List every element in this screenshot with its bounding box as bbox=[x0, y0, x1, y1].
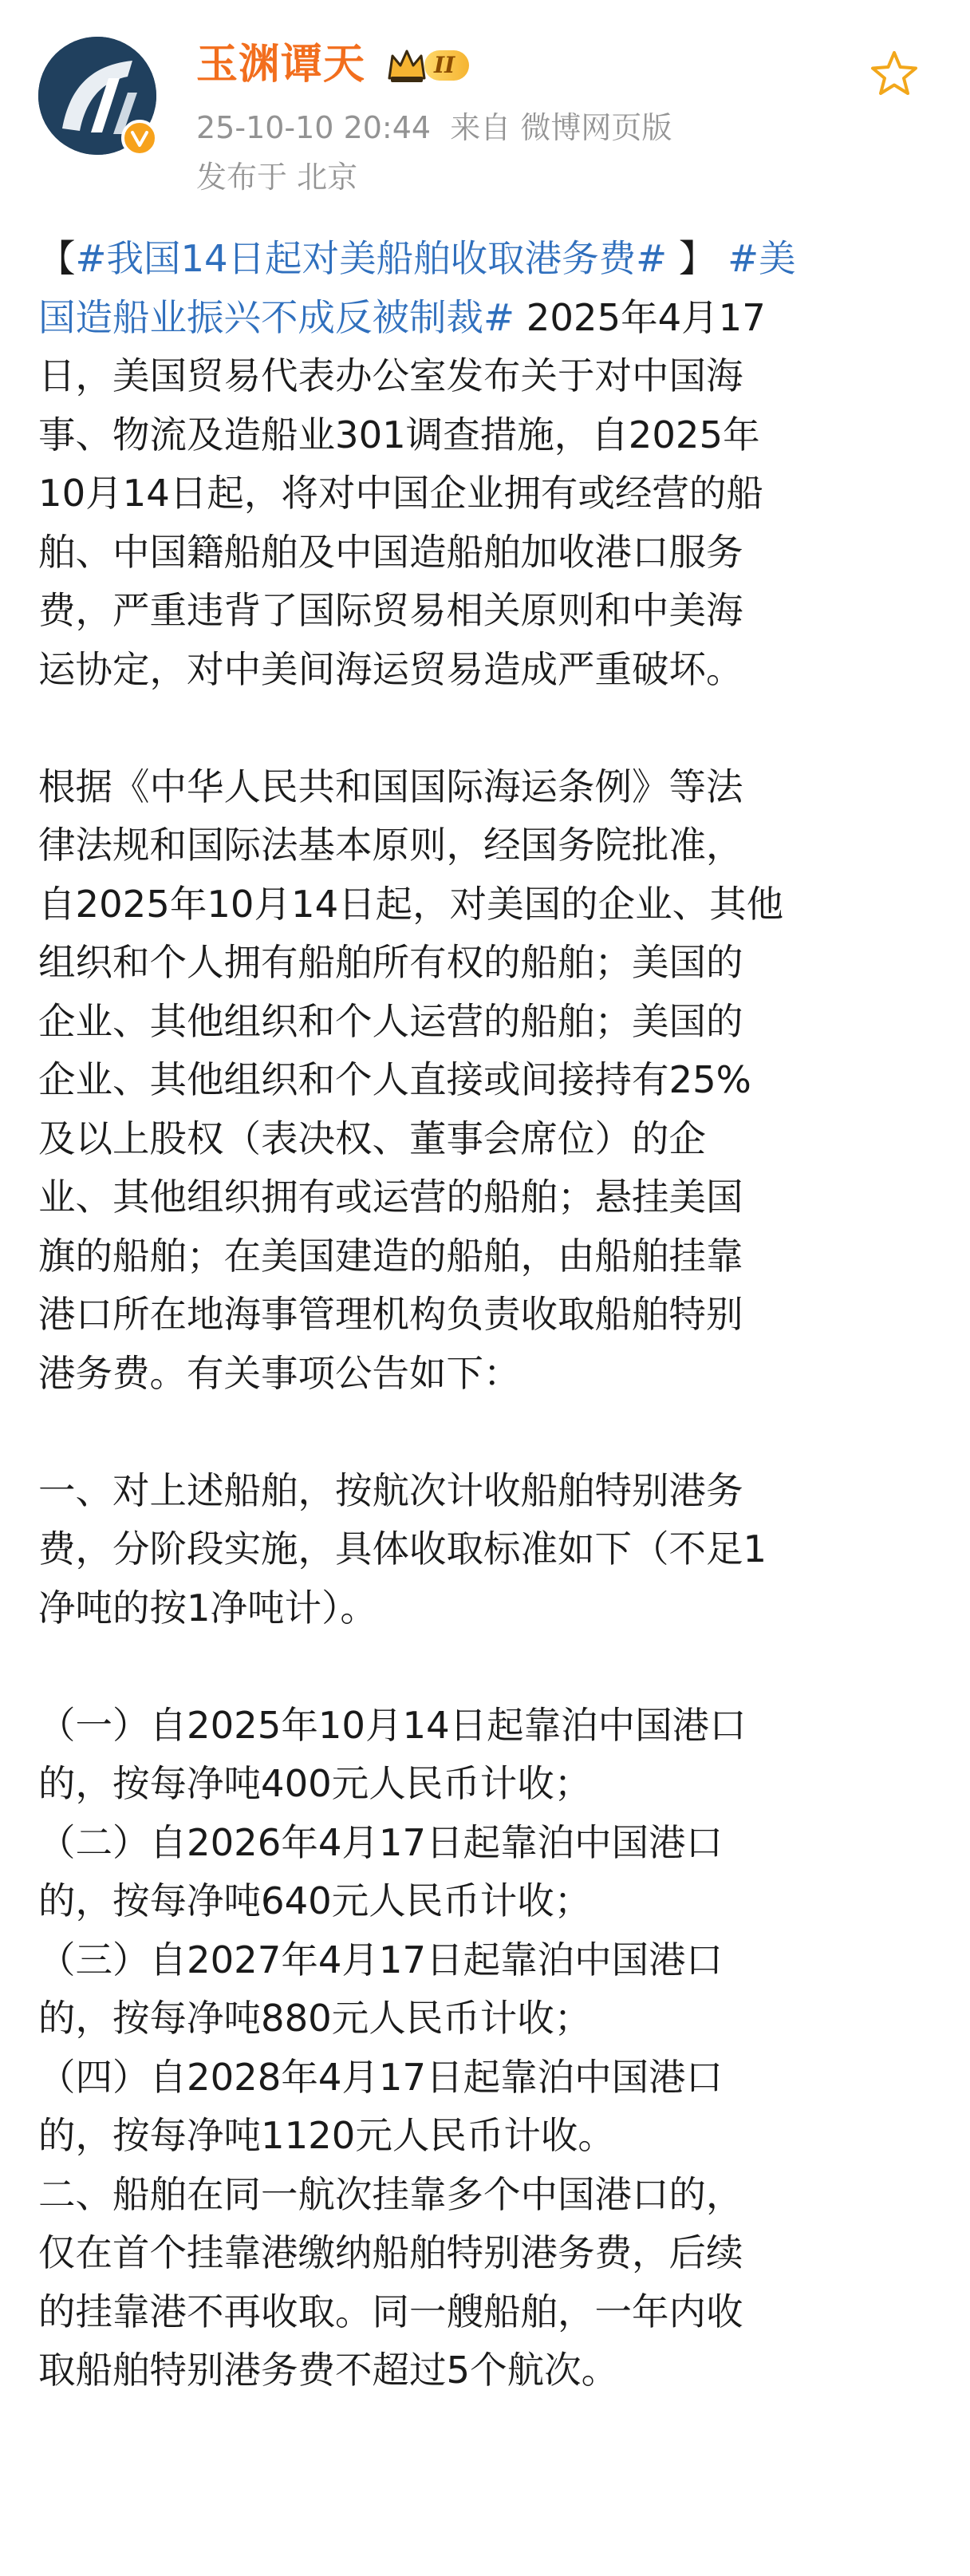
body-line: 企业、其他组织和个人运营的船舶；美国的 bbox=[38, 999, 743, 1043]
body-line bbox=[38, 289, 932, 348]
body-line: 费，分阶段实施，具体收取标准如下（不足1 bbox=[38, 1527, 767, 1570]
body-line bbox=[38, 230, 932, 289]
paragraph-2 bbox=[38, 758, 932, 1404]
body-line: （二）自2026年4月17日起靠泊中国港口 bbox=[38, 1820, 724, 1864]
paragraph-gap bbox=[38, 699, 932, 758]
body-line: 一、对上述船舶，按航次计收船舶特别港务 bbox=[38, 1468, 743, 1512]
topic-link-2-end[interactable]: 国造船业振兴不成反被制裁# bbox=[38, 295, 515, 339]
body-line: 自2025年10月14日起，对美国的企业、其他 bbox=[38, 882, 784, 926]
paragraph-3 bbox=[38, 1462, 932, 1638]
body-line: 10月14日起，将对中国企业拥有或经营的船 bbox=[38, 472, 763, 515]
body-line: 的，按每净吨1120元人民币计收。 bbox=[38, 2114, 615, 2157]
post-header bbox=[0, 0, 970, 215]
body-line: 日，美国贸易代表办公室发布关于对中国海 bbox=[38, 354, 743, 397]
body-line: 旗的船舶；在美国建造的船舶，由船舶挂靠 bbox=[38, 1234, 743, 1278]
body-line: 事、物流及造船业301调查措施，自2025年 bbox=[38, 413, 760, 456]
topic-link-2-start[interactable]: #美 bbox=[728, 237, 796, 280]
paragraph-gap bbox=[38, 1638, 932, 1697]
paragraph-4 bbox=[38, 1697, 932, 2400]
body-line: 企业、其他组织和个人直接或间接持有25% bbox=[38, 1058, 751, 1101]
body-line: 舶、中国籍船舶及中国造船舶加收港口服务 bbox=[38, 530, 743, 574]
bracket-close: 】 bbox=[667, 237, 716, 280]
crown-icon bbox=[384, 43, 429, 88]
body-line: 及以上股权（表决权、董事会席位）的企 bbox=[38, 1116, 706, 1160]
body-line: 组织和个人拥有船舶所有权的船舶；美国的 bbox=[38, 941, 743, 984]
body-line: 净吨的按1净吨计）。 bbox=[38, 1586, 377, 1630]
body-line: （三）自2027年4月17日起靠泊中国港口 bbox=[38, 1938, 724, 1981]
body-line: 的，按每净吨640元人民币计收； bbox=[38, 1879, 592, 1922]
body-line: 的挂靠港不再收取。同一艘船舶，一年内收 bbox=[38, 2290, 743, 2333]
body-line: 的，按每净吨400元人民币计收； bbox=[38, 1762, 592, 1805]
body-line: 律法规和国际法基本原则，经国务院批准， bbox=[38, 824, 743, 867]
body-line: 费，严重违背了国际贸易相关原则和中美海 bbox=[38, 589, 743, 632]
paragraph-gap bbox=[38, 1403, 932, 1462]
body-line: 仅在首个挂靠港缴纳船舶特别港务费，后续 bbox=[38, 2231, 743, 2274]
verified-v-icon bbox=[121, 120, 158, 156]
post-timestamp: 25-10-10 20:44 bbox=[196, 110, 432, 145]
body-line: 运协定，对中美间海运贸易造成严重破坏。 bbox=[38, 647, 743, 691]
body-line: 的，按每净吨880元人民币计收； bbox=[38, 1997, 592, 2040]
body-line: 二、船舶在同一航次挂靠多个中国港口的， bbox=[38, 2172, 743, 2216]
body-line: 业、其他组织拥有或运营的船舶；悬挂美国 bbox=[38, 1175, 743, 1219]
bracket-open: 【 bbox=[38, 237, 76, 280]
body-line: （四）自2028年4月17日起靠泊中国港口 bbox=[38, 2055, 724, 2099]
body-line: （一）自2025年10月14日起靠泊中国港口 bbox=[38, 1703, 747, 1747]
star-icon[interactable] bbox=[868, 48, 921, 101]
post-location: 发布于 北京 bbox=[196, 160, 358, 195]
vip-level-label: II bbox=[424, 50, 469, 81]
post-body bbox=[38, 230, 932, 2400]
body-line: 取船舶特别港务费不超过5个航次。 bbox=[38, 2349, 619, 2392]
body-line: 港口所在地海事管理机构负责收取船舶特别 bbox=[38, 1293, 743, 1336]
post-meta bbox=[196, 107, 672, 148]
author-name[interactable]: 玉渊谭天 bbox=[196, 41, 366, 89]
vip-badge[interactable] bbox=[384, 43, 469, 88]
body-text: 2025年4月17 bbox=[514, 295, 766, 339]
body-line: 港务费。有关事项公告如下： bbox=[38, 1351, 521, 1395]
body-line: 根据《中华人民共和国国际海运条例》等法 bbox=[38, 765, 743, 808]
topic-link-1[interactable]: #我国14日起对美船舶收取港务费# bbox=[75, 237, 668, 280]
paragraph-1 bbox=[38, 230, 932, 699]
post-source[interactable]: 来自 微博网页版 bbox=[450, 110, 672, 145]
